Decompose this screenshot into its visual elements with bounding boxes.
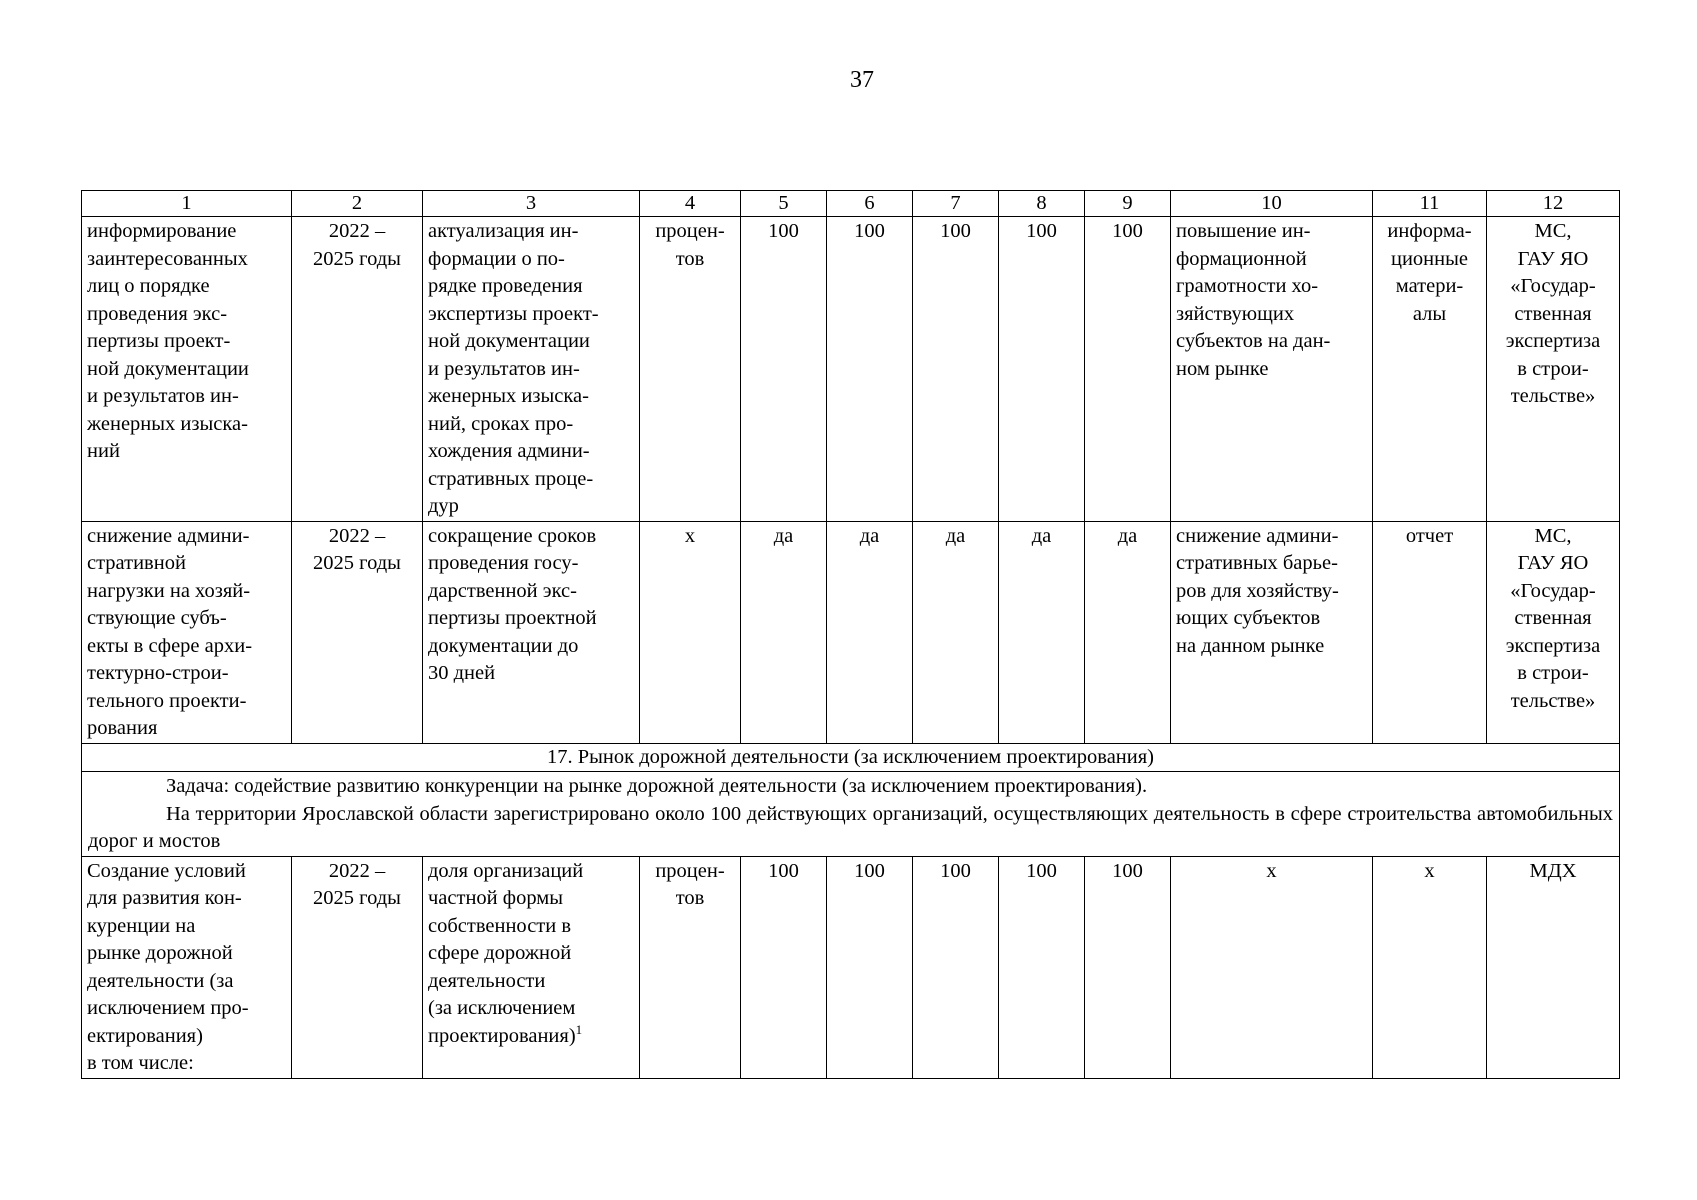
indicator-cell: сокращение сроков проведения госу- дарственной экс- пертизы проектной документации до 30 дней <box>423 521 640 743</box>
section-title: 17. Рынок дорожной деятельности (за исключением проектирования) <box>82 743 1620 772</box>
result-cell: снижение админи- стративных барье- ров для хозяйству- ющих субъектов на данном рынке <box>1171 521 1373 743</box>
document-type-cell: отчет <box>1373 521 1487 743</box>
column-number: 3 <box>423 191 640 217</box>
unit-cell: процен- тов <box>640 856 741 1078</box>
responsible-cell: МС, ГАУ ЯО «Государ- ственная экспертиза в строи- тельстве» <box>1487 521 1620 743</box>
indicator-text: доля организаций частной формы собственности в сфере дорожной деятельности (за исключением проектирования) <box>428 859 584 1047</box>
unit-cell: х <box>640 521 741 743</box>
value-cell: 100 <box>1085 217 1171 522</box>
column-number: 11 <box>1373 191 1487 217</box>
column-number: 9 <box>1085 191 1171 217</box>
value-cell: да <box>827 521 913 743</box>
table-row <box>82 217 1620 522</box>
task-statement: Задача: содействие развитию конкуренции на рынке дорожной деятельности (за исключением проектирования). <box>166 775 1148 797</box>
value-cell: 100 <box>827 856 913 1078</box>
value-cell: да <box>913 521 999 743</box>
result-cell: х <box>1171 856 1373 1078</box>
column-number: 2 <box>292 191 423 217</box>
page-number: 37 <box>850 67 874 93</box>
period-cell: 2022 – 2025 годы <box>292 217 423 522</box>
measure-cell: снижение админи- стративной нагрузки на хозяй- ствующие субъ- екты в сфере архи- тектурно-строи- тельного проекти- рования <box>82 521 292 743</box>
column-number: 12 <box>1487 191 1620 217</box>
column-number: 10 <box>1171 191 1373 217</box>
column-number: 7 <box>913 191 999 217</box>
value-cell: 100 <box>913 856 999 1078</box>
responsible-cell: МДХ <box>1487 856 1620 1078</box>
section-row <box>82 743 1620 772</box>
task-context: На территории Ярославской области зарегистрировано около 100 действующих организаций, осуществляющих деятельность в сфере строительства автомобильных дорог и мостов <box>88 802 1613 852</box>
value-cell: да <box>999 521 1085 743</box>
column-number: 5 <box>741 191 827 217</box>
result-cell: повышение ин- формационной грамотности хо- зяйствующих субъектов на дан- ном рынке <box>1171 217 1373 522</box>
value-cell: 100 <box>999 217 1085 522</box>
value-cell: 100 <box>1085 856 1171 1078</box>
period-cell: 2022 – 2025 годы <box>292 521 423 743</box>
column-number: 8 <box>999 191 1085 217</box>
value-cell: 100 <box>913 217 999 522</box>
column-number: 4 <box>640 191 741 217</box>
measure-cell: Создание условий для развития кон- куренции на рынке дорожной деятельности (за исключением про- ектирования) в том числе: <box>82 856 292 1078</box>
value-cell: 100 <box>741 856 827 1078</box>
indicator-cell <box>423 856 640 1078</box>
task-row <box>82 772 1620 857</box>
footnote-marker: 1 <box>575 1021 583 1037</box>
responsible-cell: МС, ГАУ ЯО «Государ- ственная экспертиза в строи- тельстве» <box>1487 217 1620 522</box>
value-cell: да <box>1085 521 1171 743</box>
value-cell: 100 <box>999 856 1085 1078</box>
column-number: 1 <box>82 191 292 217</box>
table-row <box>82 856 1620 1078</box>
value-cell: да <box>741 521 827 743</box>
value-cell: 100 <box>827 217 913 522</box>
document-type-cell: х <box>1373 856 1487 1078</box>
indicator-cell: актуализация ин- формации о по- рядке проведения экспертизы проект- ной документации и результатов ин- женерных изыска- ний, сроках про- хождения админи- стративных проце- дур <box>423 217 640 522</box>
table-row <box>82 521 1620 743</box>
value-cell: 100 <box>741 217 827 522</box>
measures-table <box>81 190 1620 1079</box>
column-number: 6 <box>827 191 913 217</box>
period-cell: 2022 – 2025 годы <box>292 856 423 1078</box>
task-description <box>82 772 1620 857</box>
document-type-cell: информа- ционные матери- алы <box>1373 217 1487 522</box>
column-number-row <box>82 191 1620 217</box>
unit-cell: процен- тов <box>640 217 741 522</box>
measure-cell: информирование заинтересованных лиц о порядке проведения экс- пертизы проект- ной документации и результатов ин- женерных изыска- ний <box>82 217 292 522</box>
